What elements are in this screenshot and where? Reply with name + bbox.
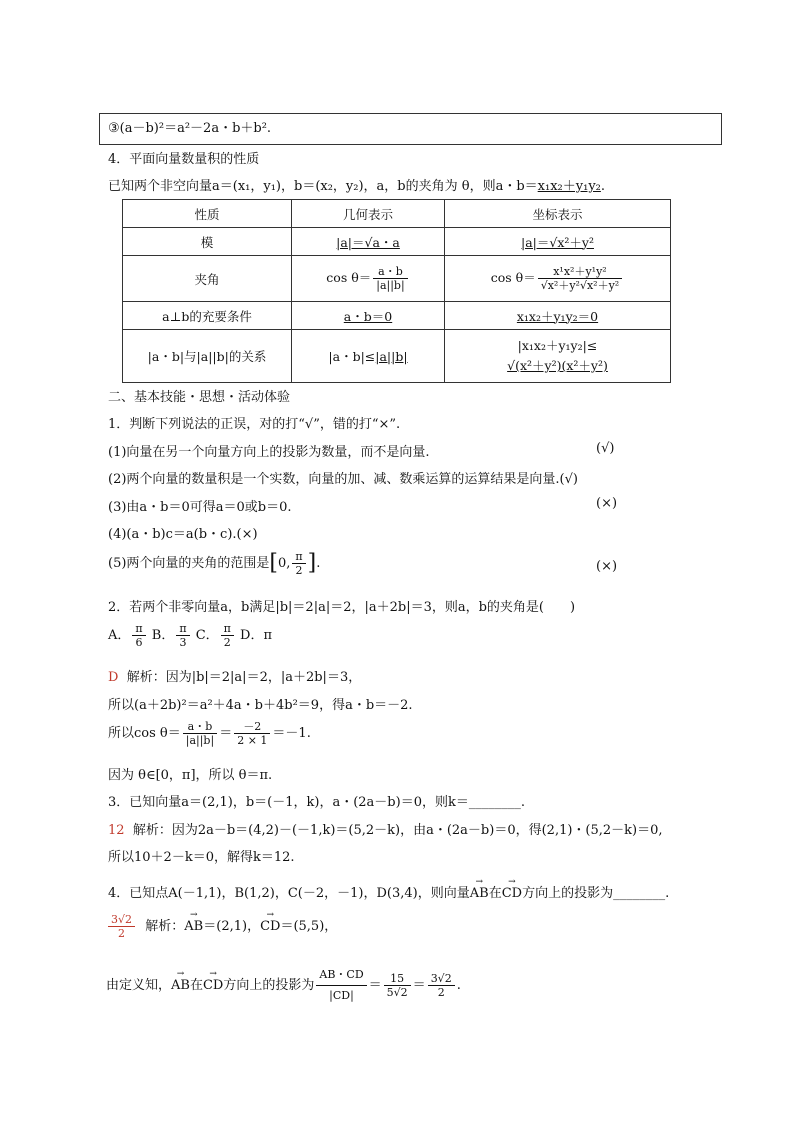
q4-solution-1: $\frac{3√2}{2}$ 解析：→ AB＝(2,1)，→ CD＝(5,5)， [106, 913, 337, 940]
q2-answer: D [108, 670, 119, 685]
q4-solution-2: 由定义知，→ AB在→ CD方向上的投影为 $\frac{AB・CD}{|CD|}$ ＝ $\frac{15}{5√2}$ ＝ $\frac{3√2}{2}$ . [106, 965, 461, 1006]
q1-item-3: (3)由a・b＝0可得a＝0或b＝0. [108, 500, 292, 515]
geo-cell: cos θ＝ $\frac{a・b}{|a||b|}$ [292, 256, 445, 302]
geo-cell: |a・b|≤|a||b| [292, 330, 445, 383]
q2-solution-2: 所以(a＋2b)²＝a²＋4a・b＋4b²＝9，得a・b＝－2. [108, 698, 413, 713]
table-header-row [123, 200, 671, 228]
interval-bracket-left: [ [269, 550, 279, 576]
prop-cell: |a・b|与|a||b|的关系 [123, 330, 292, 383]
coord-cell: cos θ＝ $\frac{\text{x¹x²＋y¹y²}}{\text{√x²＋y²√x²＋y²}}$ [445, 256, 671, 302]
option-b: B． $\frac{\pi}{3}$ [152, 628, 192, 643]
section2-title: 二、基本技能・思想・活动体验 [108, 390, 291, 405]
q2-options [108, 622, 272, 649]
interval-bracket-right: ] [307, 550, 317, 576]
q1-item-4: (4)(a・b)c＝a(b・c).(×) [108, 527, 258, 542]
option-d: D．π [240, 628, 273, 643]
q2-solution-4: 因为 θ∈[0，π]，所以 θ＝π. [108, 768, 273, 783]
properties-table [122, 199, 671, 383]
pi-half-fraction: $\frac{\pi}{2}$ [292, 550, 305, 577]
q3-stem: 3．已知向量a＝(2,1)，b＝(－1，k)，a・(2a－b)＝0，则k＝________. [108, 795, 525, 810]
option-a: A． $\frac{\pi}{6}$ [108, 628, 148, 643]
q1-item-5: (5)两个向量的夹角的范围是[0, $\frac{\pi}{2}$ ]. [108, 550, 321, 577]
header-cell: 坐标表示 [445, 200, 671, 228]
q3-answer: 12 [108, 823, 125, 838]
q2-solution-3: 所以cos θ＝ $\frac{a・b}{|a||b|}$ ＝ $\frac{-2}{2 \times 1}$ ＝－1. [108, 720, 311, 747]
prop-cell: 夹角 [123, 256, 292, 302]
section4-title: 4．平面向量数量积的性质 [108, 152, 260, 167]
header-cell: 性质 [123, 200, 292, 228]
coord-cell: |a|＝√x²＋y² [445, 228, 671, 256]
coord-cell: x₁x₂＋y₁y₂＝0 [445, 302, 671, 330]
q1-stem: 1．判断下列说法的正误，对的打“√”，错的打“×”. [108, 417, 401, 432]
coord-angle-fraction: $\frac{\text{x¹x²＋y¹y²}}{\text{√x²＋y²√x²＋y²}}$ [538, 265, 623, 292]
projection-fraction: $\frac{AB・CD}{|CD|}$ [316, 965, 366, 1006]
intro-answer: x₁x₂＋y₁y₂ [537, 179, 601, 194]
geo-cell: a・b＝0 [292, 302, 445, 330]
table-row [123, 302, 671, 330]
angle-fraction: $\frac{a・b}{|a||b|}$ [373, 265, 407, 292]
q4-answer: $\frac{3√2}{2}$ [108, 913, 135, 940]
q3-solution-1: 12 解析：因为2a－b＝(4,2)－(－1,k)＝(5,2－k)，由a・(2a－b)＝0，得(2,1)・(5,2－k)＝0, [108, 823, 663, 838]
option-c: C． $\frac{\pi}{2}$ [196, 628, 236, 643]
geo-cell: |a|＝√a・a [292, 228, 445, 256]
q4-stem: 4．已知点A(－1,1)，B(1,2)，C(－2，－1)，D(3,4)，则向量→ AB在→ CD方向上的投影为________. [108, 882, 669, 901]
q3-solution-2: 所以10＋2－k＝0，解得k＝12. [108, 850, 295, 865]
table-row [123, 330, 671, 383]
prop-cell: a⊥b的充要条件 [123, 302, 292, 330]
coord-cell: |x₁x₂＋y₁y₂|≤ √(x²＋y²)(x²＋y²) [445, 330, 671, 383]
header-cell: 几何表示 [292, 200, 445, 228]
q1-item-3-mark: (×) [596, 496, 618, 511]
section4-intro: 已知两个非空向量a＝(x₁，y₁)，b＝(x₂，y₂)，a，b的夹角为 θ，则a・b＝x₁x₂＋y₁y₂. [108, 179, 606, 194]
q1-item-2: (2)两个向量的数量积是一个实数，向量的加、减、数乘运算的运算结果是向量.(√) [108, 472, 578, 487]
prop-cell: 模 [123, 228, 292, 256]
q2-solution-1: D 解析：因为|b|＝2|a|＝2，|a＋2b|＝3， [108, 670, 362, 685]
q1-item-1-mark: (√) [596, 441, 615, 456]
table-row [123, 228, 671, 256]
q2-stem: 2．若两个非零向量a，b满足|b|＝2|a|＝2，|a＋2b|＝3，则a，b的夹角是( ) [108, 600, 576, 615]
table-row [123, 256, 671, 302]
q1-item-5-mark: (×) [596, 559, 618, 574]
formula-box-text: ③(a－b)²＝a²－2a・b＋b². [108, 121, 272, 136]
q1-item-1: (1)向量在另一个向量方向上的投影为数量，而不是向量. [108, 445, 430, 460]
